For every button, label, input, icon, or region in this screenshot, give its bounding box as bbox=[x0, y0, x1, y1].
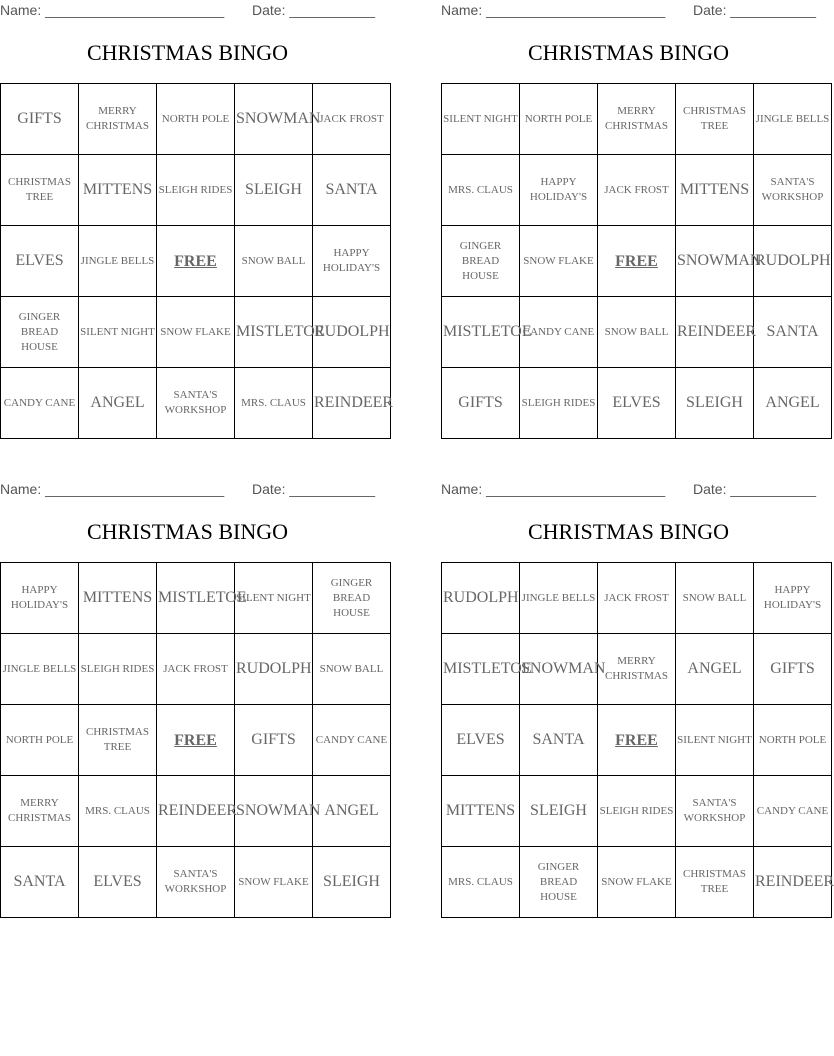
bingo-card-1 bbox=[0, 0, 394, 416]
bingo-cell: CANDY CANE bbox=[1, 368, 79, 439]
bingo-row bbox=[1, 847, 391, 918]
bingo-cell: REINDEER bbox=[313, 368, 391, 439]
bingo-cell: SNOWMAN bbox=[235, 776, 313, 847]
bingo-cell: JACK FROST bbox=[157, 634, 235, 705]
bingo-cell: CHRISTMAS TREE bbox=[676, 84, 754, 155]
bingo-cell: MRS. CLAUS bbox=[79, 776, 157, 847]
bingo-cell: SANTA'S WORKSHOP bbox=[157, 847, 235, 918]
bingo-grid bbox=[441, 83, 832, 439]
date-field-label: Date: ___________ bbox=[252, 2, 375, 18]
bingo-cell: RUDOLPH bbox=[235, 634, 313, 705]
bingo-cell: SNOW BALL bbox=[676, 563, 754, 634]
bingo-cell: SNOW BALL bbox=[598, 297, 676, 368]
bingo-cell: GINGER BREAD HOUSE bbox=[313, 563, 391, 634]
bingo-row bbox=[1, 776, 391, 847]
bingo-cell: MRS. CLAUS bbox=[442, 155, 520, 226]
bingo-row bbox=[442, 705, 832, 776]
bingo-cell: SLEIGH bbox=[313, 847, 391, 918]
bingo-cell: NORTH POLE bbox=[1, 705, 79, 776]
bingo-cell: ANGEL bbox=[676, 634, 754, 705]
bingo-cell: SILENT NIGHT bbox=[79, 297, 157, 368]
bingo-cell: MITTENS bbox=[676, 155, 754, 226]
bingo-cell: SNOW FLAKE bbox=[520, 226, 598, 297]
header-row bbox=[441, 0, 816, 22]
bingo-row bbox=[442, 776, 832, 847]
name-field-label: Name: _______________________ bbox=[441, 2, 666, 18]
bingo-cell: RUDOLPH bbox=[754, 226, 832, 297]
bingo-cell: ELVES bbox=[79, 847, 157, 918]
bingo-cell: MERRY CHRISTMAS bbox=[598, 634, 676, 705]
bingo-cell: SANTA bbox=[754, 297, 832, 368]
bingo-row bbox=[1, 368, 391, 439]
bingo-cell: JINGLE BELLS bbox=[754, 84, 832, 155]
bingo-cell: MISTLETOE bbox=[157, 563, 235, 634]
bingo-cell: SILENT NIGHT bbox=[235, 563, 313, 634]
bingo-row bbox=[442, 84, 832, 155]
card-title: CHRISTMAS BINGO bbox=[86, 40, 289, 65]
bingo-cell: SNOW BALL bbox=[235, 226, 313, 297]
bingo-cell: MERRY CHRISTMAS bbox=[1, 776, 79, 847]
bingo-cell: REINDEER bbox=[754, 847, 832, 918]
free-space: FREE bbox=[157, 226, 235, 297]
bingo-row bbox=[442, 634, 832, 705]
bingo-row bbox=[442, 226, 832, 297]
card-title: CHRISTMAS BINGO bbox=[527, 40, 730, 65]
free-space: FREE bbox=[157, 705, 235, 776]
bingo-cell: JACK FROST bbox=[313, 84, 391, 155]
bingo-cell: MRS. CLAUS bbox=[442, 847, 520, 918]
bingo-cell: GIFTS bbox=[442, 368, 520, 439]
bingo-cell: SANTA bbox=[1, 847, 79, 918]
bingo-cell: JINGLE BELLS bbox=[79, 226, 157, 297]
bingo-cell: MISTLETOE bbox=[235, 297, 313, 368]
bingo-cell: GIFTS bbox=[1, 84, 79, 155]
date-field-label: Date: ___________ bbox=[252, 481, 375, 497]
bingo-grid bbox=[0, 562, 391, 918]
bingo-row bbox=[1, 297, 391, 368]
bingo-row bbox=[1, 226, 391, 297]
bingo-cell: GIFTS bbox=[754, 634, 832, 705]
bingo-cell: JINGLE BELLS bbox=[1, 634, 79, 705]
bingo-cell: SNOWMAN bbox=[520, 634, 598, 705]
header-row bbox=[0, 0, 375, 22]
bingo-cell: SLEIGH bbox=[235, 155, 313, 226]
bingo-cell: SLEIGH bbox=[676, 368, 754, 439]
bingo-cell: SLEIGH RIDES bbox=[79, 634, 157, 705]
bingo-cell: JACK FROST bbox=[598, 155, 676, 226]
bingo-cell: SNOW BALL bbox=[313, 634, 391, 705]
bingo-cell: NORTH POLE bbox=[520, 84, 598, 155]
bingo-cell: CANDY CANE bbox=[520, 297, 598, 368]
bingo-row bbox=[442, 563, 832, 634]
bingo-cell: SNOWMAN bbox=[676, 226, 754, 297]
bingo-card-4 bbox=[441, 479, 834, 903]
bingo-cell: CHRISTMAS TREE bbox=[1, 155, 79, 226]
card-title: CHRISTMAS BINGO bbox=[527, 519, 730, 544]
bingo-cell: MITTENS bbox=[442, 776, 520, 847]
bingo-cell: SILENT NIGHT bbox=[442, 84, 520, 155]
bingo-cell: SANTA'S WORKSHOP bbox=[157, 368, 235, 439]
bingo-cell: MITTENS bbox=[79, 563, 157, 634]
free-space: FREE bbox=[598, 226, 676, 297]
bingo-cell: NORTH POLE bbox=[157, 84, 235, 155]
bingo-row bbox=[1, 84, 391, 155]
bingo-cell: SLEIGH bbox=[520, 776, 598, 847]
bingo-card-3 bbox=[0, 479, 388, 895]
bingo-cell: SNOW FLAKE bbox=[157, 297, 235, 368]
bingo-cell: MISTLETOE bbox=[442, 634, 520, 705]
bingo-cell: ELVES bbox=[442, 705, 520, 776]
bingo-cell: HAPPY HOLIDAY'S bbox=[754, 563, 832, 634]
name-field-label: Name: _______________________ bbox=[0, 481, 225, 497]
bingo-cell: ANGEL bbox=[754, 368, 832, 439]
bingo-cell: SNOWMAN bbox=[235, 84, 313, 155]
bingo-cell: JINGLE BELLS bbox=[520, 563, 598, 634]
free-space: FREE bbox=[598, 705, 676, 776]
bingo-cell: MRS. CLAUS bbox=[235, 368, 313, 439]
bingo-cell: REINDEER bbox=[676, 297, 754, 368]
bingo-row bbox=[442, 297, 832, 368]
bingo-cell: CHRISTMAS TREE bbox=[79, 705, 157, 776]
bingo-cell: MERRY CHRISTMAS bbox=[598, 84, 676, 155]
bingo-row bbox=[1, 705, 391, 776]
bingo-cell: CHRISTMAS TREE bbox=[676, 847, 754, 918]
bingo-row bbox=[1, 155, 391, 226]
bingo-cell: SANTA'S WORKSHOP bbox=[754, 155, 832, 226]
bingo-cell: SANTA bbox=[520, 705, 598, 776]
bingo-cell: NORTH POLE bbox=[754, 705, 832, 776]
bingo-cell: MERRY CHRISTMAS bbox=[79, 84, 157, 155]
bingo-grid bbox=[0, 83, 394, 439]
bingo-cell: GINGER BREAD HOUSE bbox=[442, 226, 520, 297]
bingo-grid bbox=[441, 562, 832, 918]
bingo-cell: REINDEER bbox=[157, 776, 235, 847]
bingo-cell: JACK FROST bbox=[598, 563, 676, 634]
bingo-cell: MITTENS bbox=[79, 155, 157, 226]
bingo-cell: CANDY CANE bbox=[313, 705, 391, 776]
bingo-cell: MISTLETOE bbox=[442, 297, 520, 368]
bingo-cell: GINGER BREAD HOUSE bbox=[1, 297, 79, 368]
bingo-cell: CANDY CANE bbox=[754, 776, 832, 847]
bingo-cell: GIFTS bbox=[235, 705, 313, 776]
bingo-cell: HAPPY HOLIDAY'S bbox=[1, 563, 79, 634]
bingo-card-2 bbox=[441, 0, 831, 411]
bingo-row bbox=[1, 563, 391, 634]
bingo-cell: SILENT NIGHT bbox=[676, 705, 754, 776]
bingo-cell: SLEIGH RIDES bbox=[157, 155, 235, 226]
bingo-cell: SNOW FLAKE bbox=[598, 847, 676, 918]
bingo-cell: HAPPY HOLIDAY'S bbox=[313, 226, 391, 297]
bingo-cell: SANTA bbox=[313, 155, 391, 226]
bingo-row bbox=[442, 847, 832, 918]
bingo-cell: RUDOLPH bbox=[313, 297, 391, 368]
bingo-cell: ANGEL bbox=[313, 776, 391, 847]
bingo-cell: SLEIGH RIDES bbox=[598, 776, 676, 847]
bingo-row bbox=[442, 155, 832, 226]
date-field-label: Date: ___________ bbox=[693, 481, 816, 497]
bingo-cell: RUDOLPH bbox=[442, 563, 520, 634]
name-field-label: Name: _______________________ bbox=[441, 481, 666, 497]
bingo-cell: HAPPY HOLIDAY'S bbox=[520, 155, 598, 226]
bingo-cell: ANGEL bbox=[79, 368, 157, 439]
name-field-label: Name: _______________________ bbox=[0, 2, 225, 18]
date-field-label: Date: ___________ bbox=[693, 2, 816, 18]
header-row bbox=[0, 479, 375, 501]
bingo-cell: SLEIGH RIDES bbox=[520, 368, 598, 439]
bingo-cell: SNOW FLAKE bbox=[235, 847, 313, 918]
card-title: CHRISTMAS BINGO bbox=[86, 519, 289, 544]
bingo-cell: ELVES bbox=[598, 368, 676, 439]
header-row bbox=[441, 479, 816, 501]
bingo-cell: GINGER BREAD HOUSE bbox=[520, 847, 598, 918]
bingo-cell: SANTA'S WORKSHOP bbox=[676, 776, 754, 847]
bingo-row bbox=[1, 634, 391, 705]
bingo-row bbox=[442, 368, 832, 439]
bingo-cell: ELVES bbox=[1, 226, 79, 297]
